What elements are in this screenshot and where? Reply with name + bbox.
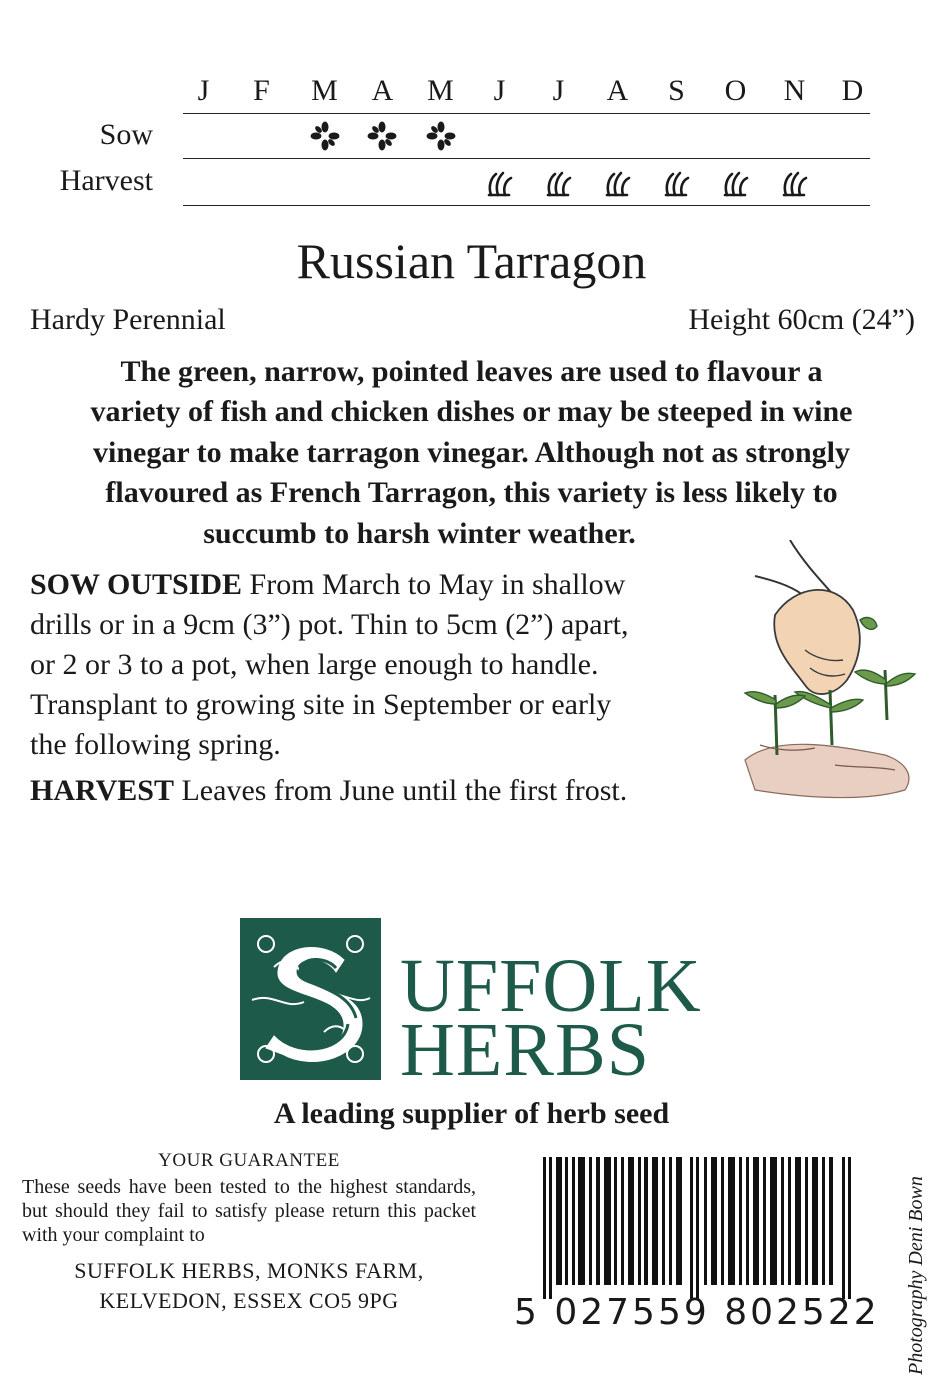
harvest-text: Leaves from June until the first frost. xyxy=(173,774,628,807)
sow-flower-icon xyxy=(367,121,397,151)
harvest-leaf-icon xyxy=(544,168,574,198)
sow-flower-icon xyxy=(426,121,456,151)
sow-text-line: drills or in a 9cm (3”) pot. Thin to 5cm (2”) apart, xyxy=(30,608,629,641)
photo-credit: Photography Deni Bown xyxy=(905,1176,927,1375)
brand-tagline: A leading supplier of herb seed xyxy=(273,1097,670,1130)
month-mar: M xyxy=(311,74,339,107)
sow-text-line: Transplant to growing site in September or early xyxy=(30,688,612,721)
calendar-rule xyxy=(183,158,870,159)
logo-word-suffolk: UFFOLK xyxy=(400,944,702,1028)
company-address: SUFFOLK HERBS, MONKS FARM, xyxy=(74,1258,424,1283)
month-aug: A xyxy=(606,74,630,107)
logo-s-emblem xyxy=(244,922,377,1076)
harvest-row-label: Harvest xyxy=(59,164,153,197)
description-line: flavoured as French Tarragon, this variety is less likely to xyxy=(105,476,838,510)
harvest-leaf-icon xyxy=(721,168,751,198)
product-title: Russian Tarragon xyxy=(296,233,647,289)
description-line: succumb to harsh winter weather. xyxy=(203,516,636,550)
company-address: KELVEDON, ESSEX CO5 9PG xyxy=(99,1288,399,1313)
month-oct: O xyxy=(724,74,748,107)
plant-type: Hardy Perennial xyxy=(30,303,226,336)
month-feb: F xyxy=(253,74,271,107)
harvest-leaf-icon xyxy=(662,168,692,198)
barcode-number: 5 027559 802522 xyxy=(514,1292,880,1333)
harvest-heading: HARVEST xyxy=(30,774,174,807)
harvest-leaf-icon xyxy=(603,168,633,198)
guarantee-heading: YOUR GUARANTEE xyxy=(158,1150,340,1171)
month-apr: A xyxy=(371,74,395,107)
calendar-rule xyxy=(183,205,870,206)
harvest-leaf-icon xyxy=(780,168,810,198)
sow-row-label: Sow xyxy=(99,118,153,151)
sow-flower-icon xyxy=(310,121,340,151)
guarantee-text: These seeds have been tested to the highest standards, but should they fail to satisfy please return this packet with your complaint to xyxy=(22,1176,476,1246)
sow-text-line: the following spring. xyxy=(30,728,281,761)
month-sep: S xyxy=(668,74,686,107)
sow-instructions xyxy=(30,565,628,765)
sow-text-line: From March to May in shallow xyxy=(242,568,626,601)
description-line: variety of fish and chicken dishes or may be steeped in wine xyxy=(90,395,853,429)
sow-heading: SOW OUTSIDE xyxy=(30,568,243,601)
month-jun: J xyxy=(493,74,507,107)
barcode xyxy=(543,1157,851,1299)
sow-text-line: or 2 or 3 to a pot, when large enough to handle. xyxy=(30,648,599,681)
hand-planting-illustration xyxy=(735,540,925,815)
month-dec: D xyxy=(841,74,865,107)
month-jul: J xyxy=(552,74,566,107)
description-line: The green, narrow, pointed leaves are used to flavour a xyxy=(120,355,823,388)
logo-initial-s xyxy=(240,918,381,1080)
calendar-rule xyxy=(183,113,870,114)
harvest-instructions xyxy=(30,771,627,811)
description-line: vinegar to make tarragon vinegar. Although not as strongly xyxy=(93,435,850,469)
month-nov: N xyxy=(783,74,807,107)
harvest-leaf-icon xyxy=(485,168,515,198)
logo-word-herbs: HERBS xyxy=(400,1008,650,1092)
month-may: M xyxy=(427,74,455,107)
month-jan: J xyxy=(197,74,211,107)
plant-height: Height 60cm (24”) xyxy=(688,303,915,336)
product-description xyxy=(20,352,923,554)
